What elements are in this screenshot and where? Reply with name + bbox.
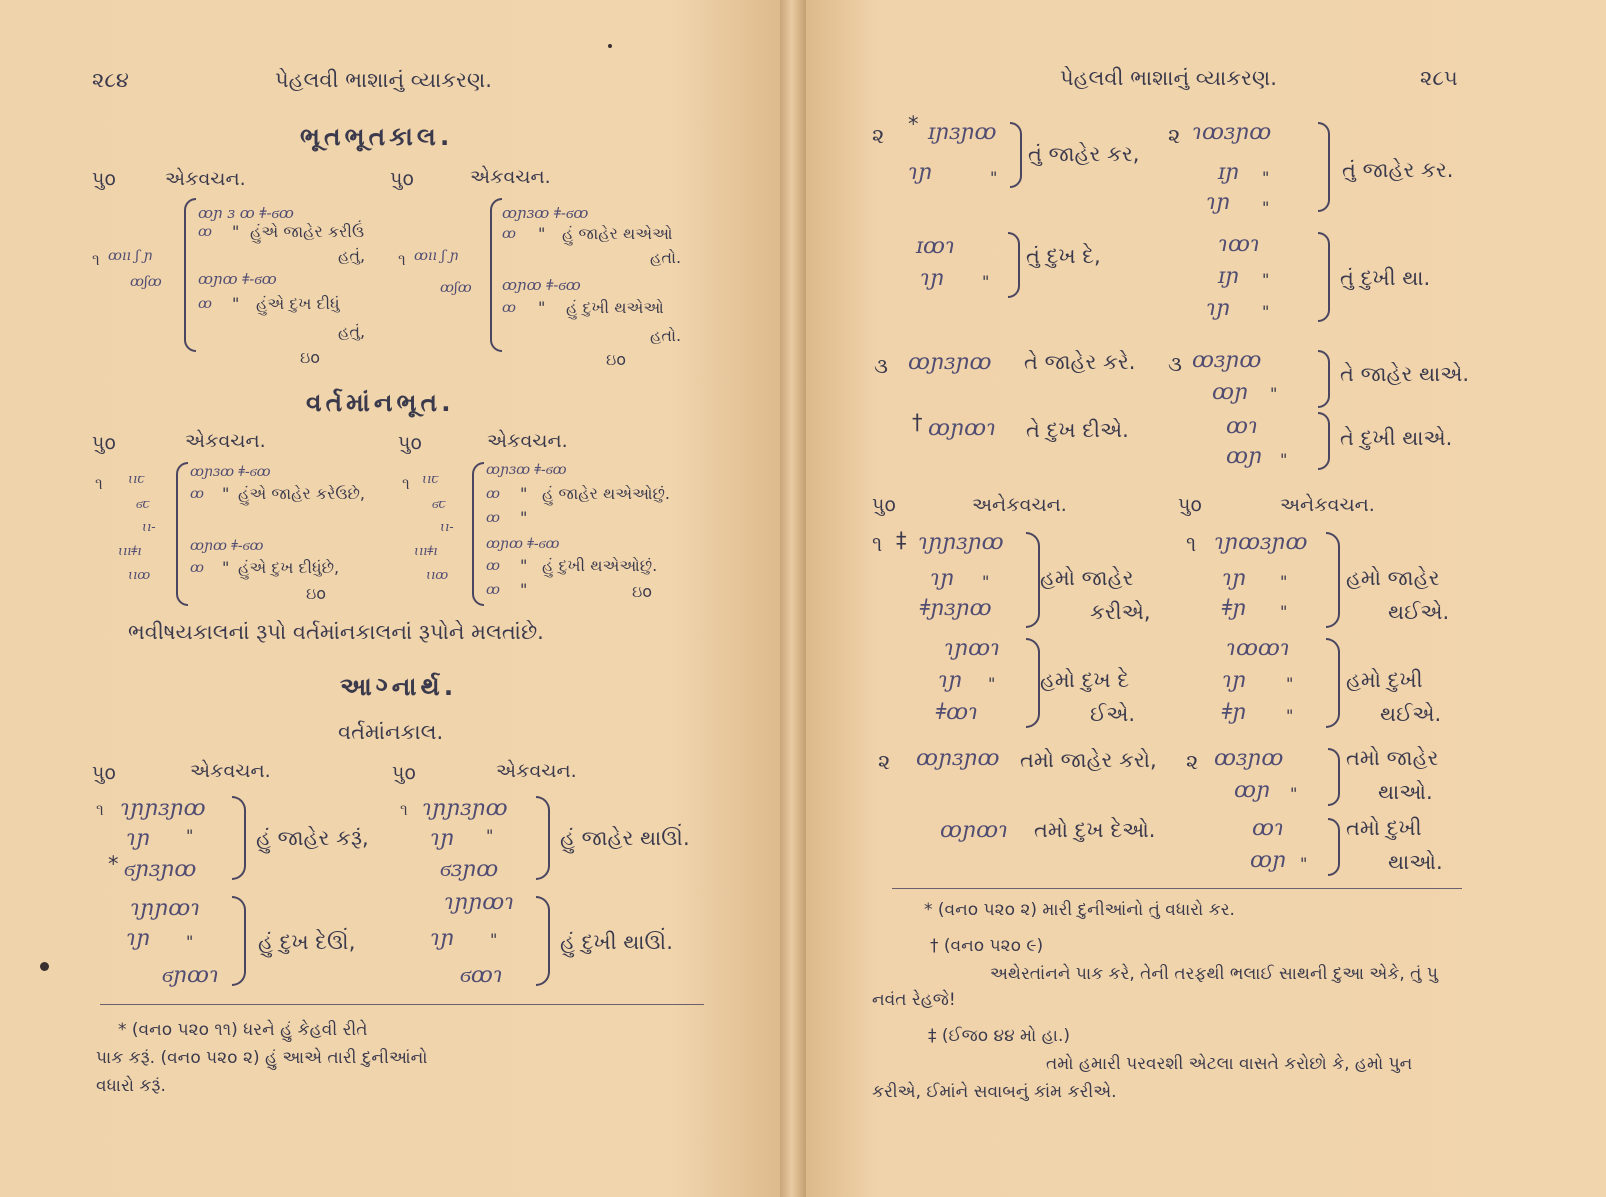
pahlavi-form: ϭꝏɿ (460, 963, 503, 988)
pahlavi-form: ɿꝏɜɲꝏ (1192, 120, 1272, 145)
label-ekvachan: એકવચન. (185, 430, 266, 452)
pahlavi-form: ꝏʃꝏ (130, 274, 162, 290)
pahlavi-form: ɩııǂı (414, 544, 438, 559)
gloss: થાઓ. (1388, 850, 1443, 874)
row-number: ૨ (1168, 124, 1181, 148)
ditto-mark: " (1286, 674, 1294, 693)
gloss: હું જાહેર થએઓ (562, 224, 673, 243)
subsection-vartmankal: વર્તમાંનકાલ. (338, 720, 444, 744)
ditto-mark: " (988, 674, 996, 693)
label-ekvachan: એકવચન. (190, 760, 271, 782)
pahlavi-form: ꝏɿ (1226, 414, 1258, 439)
pahlavi-form: ɿɲꝏɜɲꝏ (1214, 530, 1308, 555)
gloss: હું દુખ દેઊં, (258, 930, 356, 954)
pahlavi-form: ꝏ (190, 486, 204, 502)
gloss: હું દુખી થાઊં. (560, 930, 673, 954)
gloss: હું જાહેર થાઊં. (560, 826, 690, 850)
row-number: ૧ (96, 800, 104, 819)
footnote-marker: † (912, 410, 923, 434)
label-pu: પુo (872, 494, 896, 516)
pahlavi-form: ꝏɲ (1250, 848, 1287, 873)
pahlavi-form: ɿɲ (930, 566, 955, 591)
pahlavi-form: ϭɲɜɲꝏ (124, 857, 197, 882)
ditto-mark: " (520, 484, 528, 503)
ditto-abbrev: ઇo (306, 584, 327, 603)
row-number: ૧ (92, 250, 100, 269)
ditto-mark: " (1280, 602, 1288, 621)
pahlavi-form: ꝏɲꝏ ǂ-ϭꝏ (502, 276, 581, 294)
row-number: ૨ (872, 124, 885, 148)
pahlavi-form: ꝏ (486, 558, 500, 574)
footnote-marker: ‡ (896, 528, 907, 552)
pahlavi-form: ꝏ (198, 224, 212, 240)
ditto-mark: " (538, 298, 546, 317)
footnote-line: * (વનo પ૨o ૧૧) ધરને હું કેહવી રીતે (118, 1020, 368, 1040)
gloss: તમો જાહેર (1346, 746, 1439, 770)
ditto-mark: " (1280, 450, 1288, 469)
gloss: હતો. (650, 326, 682, 345)
row-number: ૧ (400, 800, 408, 819)
gloss: કરીએ, (1090, 600, 1151, 624)
pahlavi-form: ꝏıı ʃ ɲ (414, 248, 459, 264)
pahlavi-form: ꝏ (502, 226, 516, 242)
pahlavi-form: ɩıꝏ (128, 568, 151, 583)
pahlavi-form: ɩııǂı (118, 544, 142, 559)
page-number-right: ૨૮૫ (1420, 66, 1458, 90)
footnote-rule (100, 1004, 704, 1005)
pahlavi-form: ꝏɲɜꝏ ǂ-ϭꝏ (486, 462, 567, 478)
ditto-mark: " (222, 558, 230, 577)
gloss: હતું, (338, 322, 366, 341)
ditto-mark: " (232, 222, 240, 241)
pahlavi-form: ꝏ (198, 296, 212, 312)
ditto-mark: " (186, 826, 194, 845)
pahlavi-form: ɪɲ (1218, 264, 1240, 289)
gloss: હુંએ દુખ દીધું (256, 294, 340, 313)
pahlavi-form: ꝏ (502, 300, 516, 316)
ditto-mark: " (1286, 706, 1294, 725)
pahlavi-form: ǂɲɜɲꝏ (920, 596, 992, 621)
gloss: હું દુખી થએઓ (566, 298, 664, 317)
label-pu: પુo (92, 168, 116, 190)
footnote-line: કરીએ, ઈમાંને સવાબનું કાંમ કરીએ. (872, 1082, 1117, 1102)
gloss: હુંએ જાહેર કરેઉછે, (238, 484, 365, 503)
label-anekvachan: અનેકવચન. (1280, 494, 1375, 516)
pahlavi-form: ɿɲɲꝏɿ (444, 890, 515, 915)
ditto-mark: " (1280, 572, 1288, 591)
brace (1318, 232, 1330, 322)
section-title-bhut: ભૂતભૂતકાલ. (300, 122, 454, 151)
pahlavi-form: ꝏ (486, 486, 500, 502)
pahlavi-form: ꝏ (486, 582, 500, 598)
label-pu: પુo (390, 168, 414, 190)
brace (536, 896, 550, 986)
pahlavi-form: ɩıꞇ (128, 472, 145, 487)
gloss: હું દુખી થએઓછું. (542, 556, 658, 575)
footnote-line: ‡ (ઈજo ૪૪ મો હા.) (928, 1026, 1070, 1046)
footnote-line: * (વનo પ૨o ૨) મારી દુનીઆંનો તું વધારો કર. (924, 900, 1235, 920)
pahlavi-form: ɩıꞇ (422, 472, 439, 487)
footnote-line: † (વનo પ૨o ૯) (930, 936, 1044, 956)
ditto-mark: " (982, 572, 990, 591)
row-number: ૧ (95, 474, 103, 493)
pahlavi-form: ɿꝏꝏɿ (1226, 636, 1290, 661)
ditto-mark: " (1290, 784, 1298, 803)
pahlavi-form: ꝏɲɜɲꝏ (916, 746, 1000, 771)
gloss: તું જાહેર કર, (1028, 142, 1140, 166)
ditto-mark: " (1300, 854, 1308, 873)
pahlavi-form: ꝏɿ (1252, 816, 1284, 841)
pahlavi-form: ɪꝏɿ (916, 234, 955, 259)
brace (1326, 638, 1340, 728)
gloss: હમો જાહેર (1040, 566, 1134, 590)
footnote-line: પાક કરૂં. (વનo પ૨o ૨) હું આએ તારી દુનીઆંનો (96, 1048, 428, 1068)
ditto-mark: " (1262, 168, 1270, 187)
gloss: હમો દુખી (1346, 668, 1423, 692)
ditto-mark: " (538, 224, 546, 243)
pahlavi-form: ɿɲɲꝏɿ (130, 896, 201, 921)
footnote-marker: * (908, 112, 919, 136)
ink-spot (40, 962, 49, 971)
label-anekvachan: અનેકવચન. (972, 494, 1067, 516)
pahlavi-form: ϭꞇ (136, 497, 150, 512)
section-title-agnarth: આગ્નાર્થ. (340, 672, 458, 701)
ditto-mark: " (232, 294, 240, 313)
brace (1026, 532, 1040, 628)
row-number: ૧ (398, 250, 406, 269)
brace (1326, 532, 1340, 628)
label-ekvachan: એકવચન. (165, 168, 246, 190)
ditto-mark: " (222, 484, 230, 503)
pahlavi-form: ɿɲ (1206, 190, 1231, 215)
gloss: હું જાહેર થએઓછું. (542, 484, 670, 503)
pahlavi-form: ɿꝏɿ (1218, 232, 1260, 257)
pahlavi-form: ǂꝏɿ (936, 700, 979, 725)
footnote-line: વધારો કરૂં. (96, 1076, 166, 1096)
pahlavi-form: ꝏɲꝏ ǂ-ϭꝏ (198, 270, 277, 288)
footnote-line: તમો હમારી પરવરશી એટલા વાસતે કરોછો કે, હમો પુન (1046, 1054, 1413, 1074)
ditto-mark: " (490, 930, 498, 949)
gloss: હુંએ જાહેર કરીઉં (250, 222, 365, 241)
brace (1008, 232, 1020, 298)
ditto-abbrev: ઇo (606, 350, 627, 369)
ditto-mark: " (1262, 302, 1270, 321)
pahlavi-form: ϭɲꝏɿ (162, 963, 219, 988)
ditto-mark: " (520, 556, 528, 575)
brace (472, 462, 484, 606)
gloss: તે જાહેર થાએ. (1340, 362, 1470, 386)
pahlavi-form: ɿɲ (920, 266, 945, 291)
ditto-mark: " (1262, 270, 1270, 289)
footnote-marker: * (108, 852, 119, 876)
running-head-right: પેહલવી ભાશાનું વ્યાકરણ. (1060, 66, 1277, 90)
ditto-mark: " (520, 508, 528, 527)
gloss: ઈએ. (1090, 702, 1136, 726)
pahlavi-form: ꝏıı ʃ ɲ (108, 248, 153, 264)
ditto-mark: " (520, 580, 528, 599)
pahlavi-form: ɿɲ (908, 160, 933, 185)
ditto-mark: " (186, 932, 194, 951)
pahlavi-form: ɿɲ (1222, 668, 1247, 693)
pahlavi-form: ɿɲ (1206, 296, 1231, 321)
gloss: થઈએ. (1388, 600, 1450, 624)
brace (176, 462, 188, 606)
gloss: તું દુખ દે, (1026, 244, 1101, 268)
pahlavi-form: ɿɲ (430, 826, 455, 851)
label-pu: પુo (1178, 494, 1202, 516)
pahlavi-form: ꝏɲ (1234, 778, 1271, 803)
pahlavi-form: ɩı- (142, 520, 156, 535)
gloss: હતું, (338, 246, 366, 265)
pahlavi-form: ǂɲ (1222, 700, 1247, 725)
brace (536, 796, 550, 880)
label-pu: પુo (92, 432, 116, 454)
brace (1328, 748, 1340, 806)
gloss: તમો દુખ દેઓ. (1034, 818, 1156, 842)
pahlavi-form: ꝏ (486, 510, 500, 526)
pahlavi-form: ɿɲ (430, 926, 455, 951)
pahlavi-form: ɿɲ (938, 668, 963, 693)
pahlavi-form: ꝏɲ ɜ ꝏ ǂ-ϭꝏ (198, 204, 294, 222)
ink-spot (608, 44, 612, 48)
pahlavi-form: ꝏɜɲꝏ (1214, 746, 1284, 771)
brace (232, 896, 246, 986)
footnote-line: નવંત રેહજે! (872, 990, 956, 1010)
pahlavi-form: ϭɜɲꝏ (440, 857, 499, 882)
brace (1318, 412, 1330, 470)
label-pu: પુo (392, 762, 416, 784)
pahlavi-form: ꝏɲɜꝏ ǂ-ϭꝏ (502, 204, 589, 222)
ditto-abbrev: ઇo (632, 582, 653, 601)
label-pu: પુo (398, 432, 422, 454)
row-number: ૨ (1186, 750, 1199, 774)
label-ekvachan: એકવચન. (487, 430, 568, 452)
gloss: તમો જાહેર કરો, (1020, 748, 1157, 772)
gloss: હમો જાહેર (1346, 566, 1440, 590)
pahlavi-form: ɿɲ (1222, 566, 1247, 591)
pahlavi-form: ǂɲ (1222, 596, 1247, 621)
row-number: ૩ (874, 354, 888, 378)
ditto-mark: " (486, 826, 494, 845)
pahlavi-form: ꝏɲꝏ ǂ-ϭꝏ (190, 538, 264, 554)
gloss: હમો દુખ દે (1040, 668, 1130, 692)
pahlavi-form: ɪɲɜɲꝏ (928, 120, 997, 145)
ditto-mark: " (990, 168, 998, 187)
brace (1318, 122, 1330, 212)
pahlavi-form: ꝏɲꝏ ǂ-ϭꝏ (486, 536, 560, 552)
brace (1318, 350, 1330, 408)
pahlavi-form: ɿɲɲɜɲꝏ (120, 796, 206, 821)
row-number: ૧ (402, 474, 410, 493)
pahlavi-form: ɩı- (440, 520, 454, 535)
pahlavi-form: ɪɲ (1218, 160, 1240, 185)
row-number: ૧ (872, 532, 883, 556)
ditto-mark: " (982, 272, 990, 291)
pahlavi-form: ꝏɜɲꝏ (1192, 348, 1262, 373)
brace (1328, 818, 1340, 876)
ditto-mark: " (1270, 384, 1278, 403)
footnote-rule (892, 888, 1462, 889)
pahlavi-form: ꝏɲ (1212, 380, 1249, 405)
brace (490, 198, 502, 352)
pahlavi-form: ϭꞇ (432, 497, 446, 512)
gloss: તું દુખી થા. (1340, 266, 1431, 290)
book-gutter (780, 0, 806, 1197)
pahlavi-form: ɿɲ (126, 926, 151, 951)
pahlavi-form: ɿɲɲɜɲꝏ (422, 796, 508, 821)
pahlavi-form: ɩıꝏ (426, 568, 449, 583)
pahlavi-form: ɿɲ (126, 826, 151, 851)
gloss: તે દુખ દીએ. (1026, 418, 1129, 442)
running-head-left: પેહલવી ભાશાનું વ્યાકરણ. (275, 68, 492, 92)
section-title-vartman-bhut: વર્તમાંનભૂત. (306, 388, 455, 417)
gloss: થાઓ. (1378, 780, 1433, 804)
label-pu: પુo (92, 762, 116, 784)
gloss: થઈએ. (1380, 702, 1442, 726)
brace (232, 796, 246, 880)
row-number: ૧ (1186, 532, 1197, 556)
gloss: હું જાહેર કરૂં, (256, 826, 369, 850)
pahlavi-form: ɿɲꝏɿ (944, 636, 1001, 661)
brace (1010, 122, 1022, 188)
footnote-line: અથેરતાંનને પાક કરે, તેની તરફથી ભલાઈ સાથની દુઆ એકે, તું પુ (990, 964, 1438, 984)
pahlavi-form: ꝏɲꝏɿ (940, 818, 1009, 843)
page-number-left: ૨૮૪ (92, 68, 129, 92)
gloss: તું જાહેર કર. (1342, 158, 1454, 182)
gloss: હતો. (650, 248, 682, 267)
ditto-abbrev: ઇo (300, 348, 321, 367)
gloss: તે જાહેર કરે. (1024, 350, 1136, 374)
pahlavi-form: ꝏʃꝏ (440, 280, 472, 296)
pahlavi-form: ɿɲɲɜɲꝏ (918, 530, 1004, 555)
brace (184, 198, 196, 352)
pahlavi-form: ꝏɲɜɲꝏ (908, 350, 992, 375)
label-ekvachan: એકવચન. (470, 166, 551, 188)
gloss: તે દુખી થાએ. (1340, 426, 1453, 450)
pahlavi-form: ꝏ (190, 560, 204, 576)
row-number: ૨ (878, 750, 891, 774)
gloss: તમો દુખી (1346, 816, 1422, 840)
row-number: ૩ (1168, 352, 1182, 376)
pahlavi-form: ꝏɲꝏɿ (928, 416, 997, 441)
brace (1026, 638, 1040, 728)
label-ekvachan: એકવચન. (496, 760, 577, 782)
pahlavi-form: ꝏɲ (1226, 444, 1263, 469)
future-tense-note: ભવીષયકાલનાં રૂપો વર્તમાંનકાલનાં રૂપોને મલતાંછે. (128, 620, 544, 644)
ditto-mark: " (1262, 198, 1270, 217)
pahlavi-form: ꝏɲɜꝏ ǂ-ϭꝏ (190, 464, 271, 480)
gloss: હુંએ દુખ દીધુંછે, (238, 558, 340, 577)
